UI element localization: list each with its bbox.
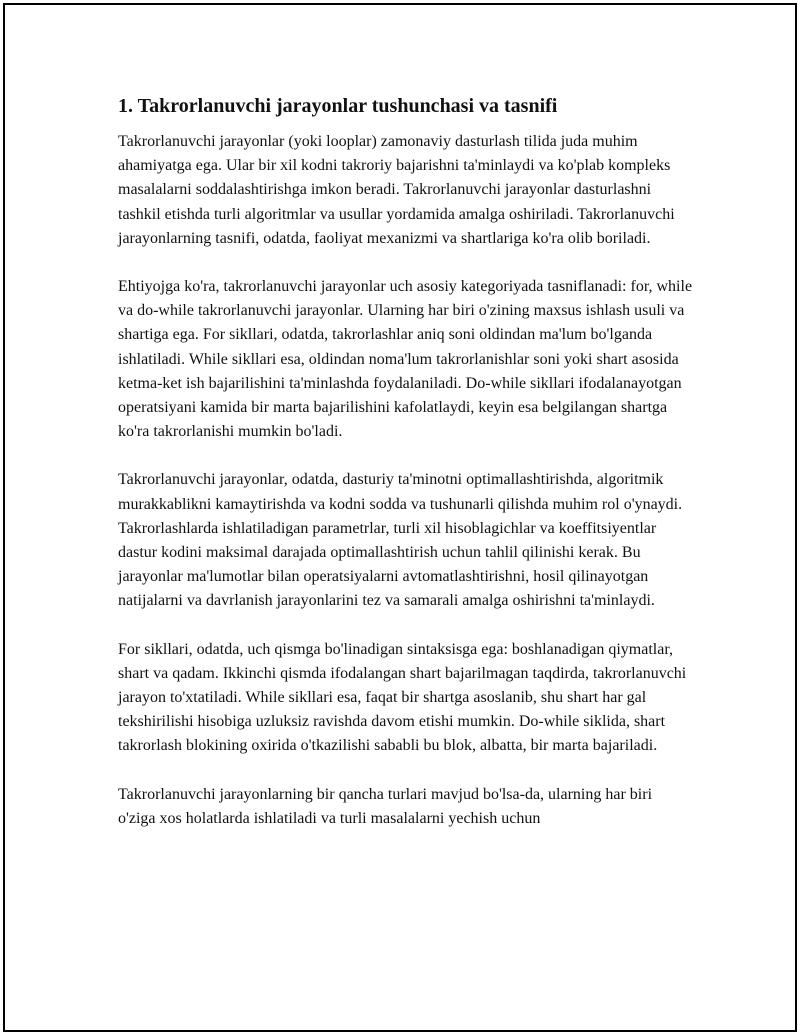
section-heading: 1. Takrorlanuvchi jarayonlar tushunchasi va tasnifi [118, 95, 558, 117]
document-body [118, 94, 693, 855]
paragraph-3: Takrorlanuvchi jarayonlar, odatda, dasturiy ta'minotni optimallashtirishda, algoritmik murakkablikni kamaytirishda va kodni sodda va tushunarli qilishda muhim rol o'ynaydi. Takrorlashlarda ishlatiladigan parametrlar, turli xil hisoblagichlar va koeffitsiyentlar dastur kodini maksimal darajada optimallashtirish uchun tahlil qilinishi kerak. Bu jarayonlar ma'lumotlar bilan operatsiyalarni avtomatlashtirishni, hosil qilinayotgan natijalarni va davrlanish jarayonlarini tez va samarali amalga oshirishni ta'minlaydi. [118, 471, 683, 610]
paragraph-4: For sikllari, odatda, uch qismga bo'linadigan sintaksisga ega: boshlanadigan qiymatlar, shart va qadam. Ikkinchi qismda ifodalangan shart bajarilmagan taqdirda, takrorlanuvchi jarayon to'xtatiladi. While sikllari esa, faqat bir shartga asoslanib, shu shart har gal tekshirilishi hisobiga uzluksiz ravishda davom etishi mumkin. Do-while siklida, shart takrorlash blokining oxirida o'tkazilishi sababli bu blok, albatta, bir marta bajariladi. [118, 640, 687, 755]
paragraph-1: Takrorlanuvchi jarayonlar (yoki looplar) zamonaviy dasturlash tilida juda muhim ahamiyatga ega. Ular bir xil kodni takroriy bajarishni ta'minlaydi va ko'plab kompleks masalalarni soddalashtirishga imkon beradi. Takrorlanuvchi jarayonlar dasturlashni tashkil etishda turli algoritmlar va usullar yordamida amalga oshiriladi. Takrorlanuvchi jarayonlarning tasnifi, odatda, faoliyat mexanizmi va shartlariga ko'ra olib boriladi. [118, 133, 675, 247]
paragraph-5: Takrorlanuvchi jarayonlarning bir qancha turlari mavjud bo'lsa-da, ularning har biri o'ziga xos holatlarda ishlatiladi va turli masalalarni yechish uchun [118, 785, 653, 827]
paragraph-2: Ehtiyojga ko'ra, takrorlanuvchi jarayonlar uch asosiy kategoriyada tasniflanadi: for, while va do-while takrorlanuvchi jarayonlar. Ularning har biri o'zining maxsus ishlash usuli va shartiga ega. For sikllari, odatda, takrorlashlar aniq soni oldindan ma'lum bo'lganda ishlatiladi. While sikllari esa, oldindan noma'lum takrorlanishlar soni yoki shart asosida ketma-ket ish bajarilishini ta'minlashda foydalaniladi. Do-while sikllari ifodalanayotgan operatsiyani kamida bir marta bajarilishini kafolatlaydi, keyin esa belgilangan shartga ko'ra takrorlanishi mumkin bo'ladi. [118, 278, 693, 441]
